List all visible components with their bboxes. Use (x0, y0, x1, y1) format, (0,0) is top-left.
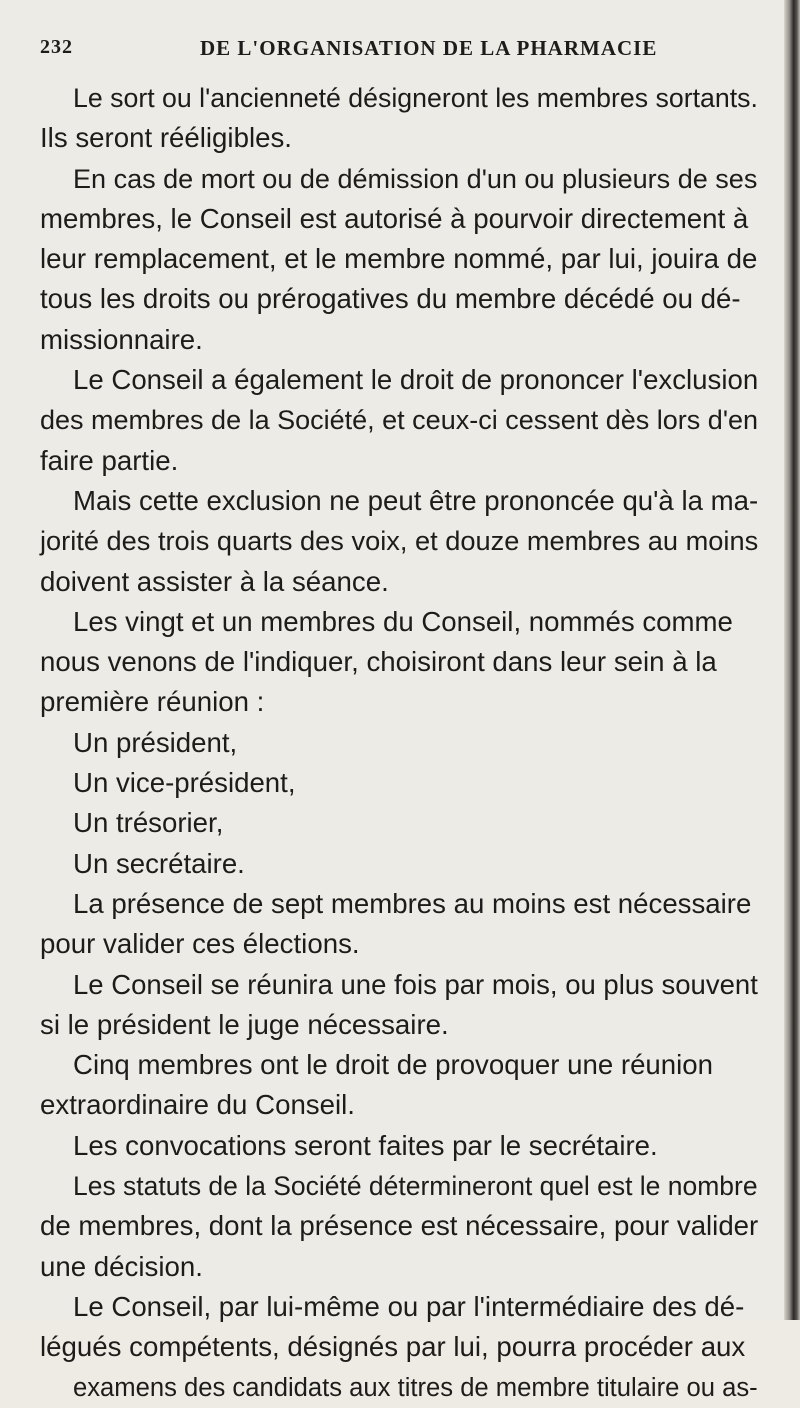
page-binding-edge (784, 0, 800, 1320)
text-line: Un vice-président, (73, 767, 296, 799)
text-line: légués compétents, désignés par lui, pourra procéder aux (40, 1331, 746, 1363)
text-line: Mais cette exclusion ne peut être prononcée qu'à la ma- (73, 484, 759, 516)
text-line: En cas de mort ou de démission d'un ou plusieurs de ses (73, 163, 758, 194)
text-line: doivent assister à la séance. (40, 565, 389, 597)
text-line: des membres de la Société, et ceux-ci cessent dès lors d'en (40, 405, 759, 436)
page-number: 232 (40, 36, 73, 58)
text-line: missionnaire. (40, 323, 203, 355)
text-line: examens des candidats aux titres de membre titulaire ou as- (73, 1373, 758, 1402)
text-line: Un secrétaire. (73, 847, 245, 879)
text-line: si le président le juge nécessaire. (40, 1008, 449, 1040)
text-line: Le Conseil, par lui-même ou par l'intermédiaire des dé- (73, 1290, 745, 1322)
text-line: Le Conseil se réunira une fois par mois, ou plus souvent (73, 968, 758, 1000)
text-line: Les vingt et un membres du Conseil, nommés comme (73, 605, 733, 637)
text-line: pour valider ces élections. (40, 928, 360, 960)
text-line: Ils seront rééligibles. (40, 122, 292, 154)
running-head: DE L'ORGANISATION DE LA PHARMACIE (200, 36, 658, 60)
text-line: Le sort ou l'ancienneté désigneront les membres sortants. (73, 83, 758, 113)
text-line: première réunion : (40, 686, 265, 718)
text-line: Les statuts de la Société détermineront quel est le nombre (73, 1171, 758, 1202)
text-line: Un trésorier, (73, 807, 224, 839)
body-text (40, 78, 780, 1408)
text-line: nous venons de l'indiquer, choisiront dans leur sein à la (40, 646, 717, 678)
text-line: Les convocations seront faites par le secrétaire. (73, 1129, 658, 1161)
text-line: Cinq membres ont le droit de provoquer une réunion (73, 1049, 713, 1081)
text-line: membres, le Conseil est autorisé à pourvoir directement à (40, 202, 749, 234)
text-line: de membres, dont la présence est nécessaire, pour valider (40, 1210, 759, 1242)
text-line: leur remplacement, et le membre nommé, par lui, jouira de (40, 243, 758, 275)
text-line: La présence de sept membres au moins est nécessaire (73, 887, 752, 919)
text-line: une décision. (40, 1250, 203, 1282)
text-line: faire partie. (40, 444, 179, 476)
text-line: tous les droits ou prérogatives du membre décédé ou dé- (40, 283, 741, 315)
text-line: jorité des trois quarts des voix, et douze membres au moins (40, 525, 759, 557)
page-header (40, 36, 760, 76)
text-line: extraordinaire du Conseil. (40, 1089, 355, 1121)
text-line: Un président, (73, 726, 238, 758)
text-line: Le Conseil a également le droit de prononcer l'exclusion (73, 364, 759, 396)
